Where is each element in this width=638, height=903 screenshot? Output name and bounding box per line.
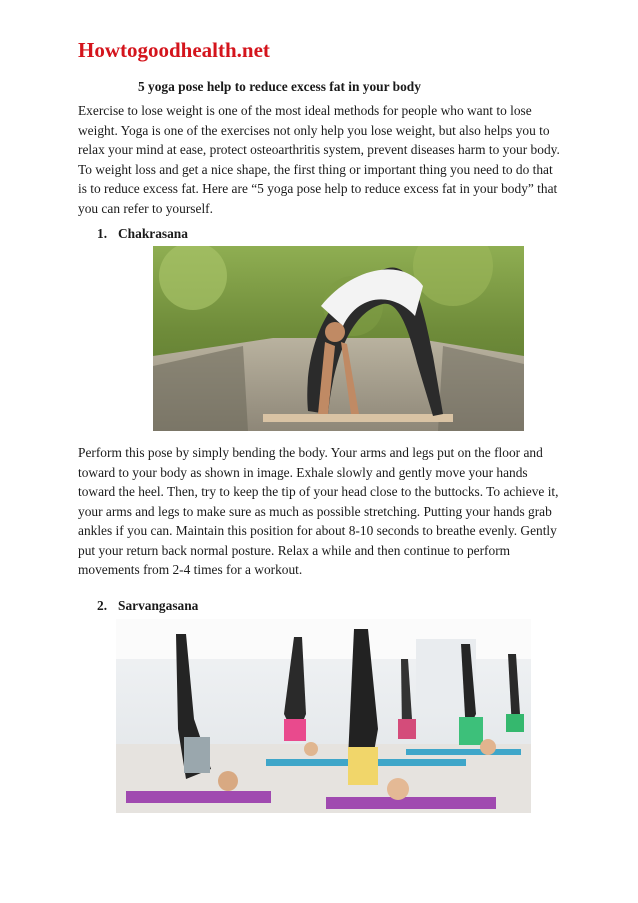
pose-heading-chakrasana xyxy=(97,226,188,242)
site-title: Howtogoodhealth.net xyxy=(78,38,270,62)
pose-number: 1. xyxy=(97,226,108,241)
pose-heading-sarvangasana xyxy=(97,598,198,614)
pose-name: Chakrasana xyxy=(118,226,188,241)
pose-number: 2. xyxy=(97,598,108,613)
chakrasana-description: Perform this pose by simply bending the body. Your arms and legs put on the floor and toward to your body as shown in image. Exhale slowly and gently move your hands toward the heel. Then, try to keep the tip of your head close to the buttocks. To achieve it, your arms and legs to make sure as much as possible stretching. Putting your hands grab ankles if you can. Maintain this position for about 8-10 seconds to breathe evenly. Gently put your return back normal posture. Relax a while and then continue to perform movements from 2-4 times for a workout. xyxy=(78,445,559,577)
intro-paragraph: Exercise to lose weight is one of the most ideal methods for people who want to lose weight. Yoga is one of the exercises not only help you lose weight, but also helps you to relax your mind at ease, protect osteoarthritis system, prevent diseases harm to your body. To weight loss and get a nice shape, the first thing or important thing you need to do that is to reduce excess fat. Here are “5 yoga pose help to reduce excess fat in your body” that you can refer to yourself. xyxy=(78,103,560,216)
sarvangasana-photo xyxy=(116,619,531,813)
pose-name: Sarvangasana xyxy=(118,598,199,613)
article-subtitle: 5 yoga pose help to reduce excess fat in your body xyxy=(138,79,421,94)
chakrasana-photo xyxy=(153,246,524,431)
